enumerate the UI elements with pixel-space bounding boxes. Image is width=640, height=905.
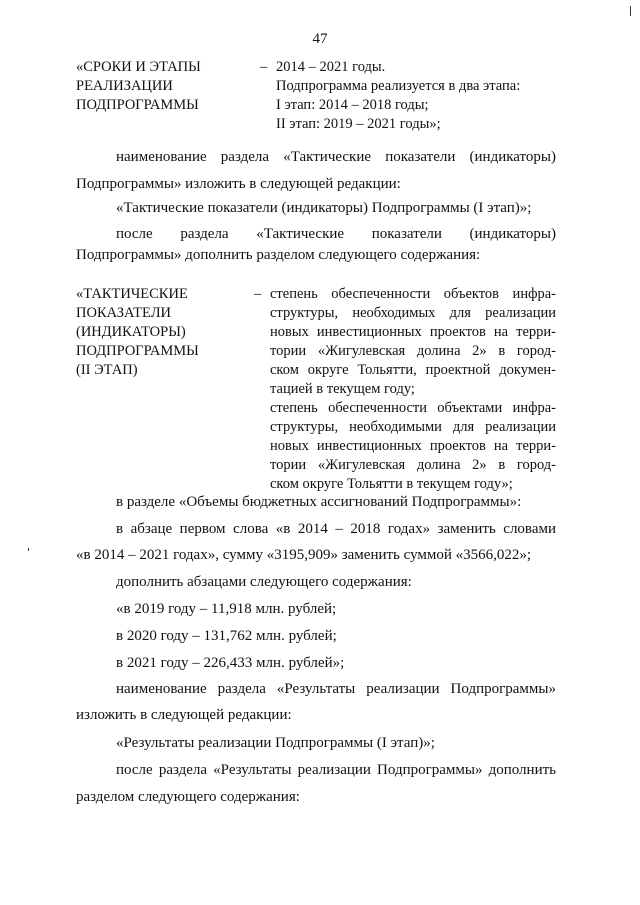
scan-edge-mark <box>630 6 631 16</box>
paragraph-line: изложить в следующей редакции: <box>76 707 292 723</box>
terms-stages-heading <box>76 58 246 115</box>
heading-line: РЕАЛИЗАЦИИ <box>76 78 173 94</box>
paragraph-line: в абзаце первом слова «в 2014 – 2018 годах» заменить словами <box>116 521 556 537</box>
terms-stages-content <box>276 58 556 134</box>
paragraph-line: Подпрограммы» изложить в следующей редакции: <box>76 176 401 192</box>
paragraph-add-results-section <box>76 761 556 807</box>
paragraph-line: «Результаты реализации Подпрограммы (I этап)»; <box>116 735 435 751</box>
heading-line: «ТАКТИЧЕСКИЕ <box>76 286 188 302</box>
heading-line: «СРОКИ И ЭТАПЫ <box>76 59 201 75</box>
content-line: II этап: 2019 – 2021 годы»; <box>276 116 441 132</box>
separator-dash: – <box>254 286 262 302</box>
indicators-content <box>270 285 556 494</box>
content-line: структуры, необходимых для реализации <box>270 305 556 321</box>
heading-line: ПОКАЗАТЕЛИ <box>76 305 172 321</box>
paragraph-line: «в 2014 – 2021 годах», сумму «3195,909» заменить суммой «3566,022»; <box>76 547 532 563</box>
content-line: степень обеспеченности объектов инфра- <box>270 286 556 302</box>
paragraph-line: в 2020 году – 131,762 млн. рублей; <box>116 628 337 644</box>
heading-line: (ИНДИКАТОРЫ) <box>76 324 186 340</box>
indicators-heading <box>76 285 246 380</box>
paragraph-line: после раздела «Тактические показатели (индикаторы) <box>116 226 556 242</box>
paragraph-line: в разделе «Объемы бюджетных ассигнований Подпрограммы»: <box>116 494 522 510</box>
separator-dash: – <box>260 59 268 75</box>
content-line: тории «Жигулевская долина 2» в город- <box>270 457 556 473</box>
heading-line: (II ЭТАП) <box>76 362 138 378</box>
paragraph-2021-amount <box>76 654 556 673</box>
indicators-stage2-block <box>76 285 556 497</box>
content-line: степень обеспеченности объектами инфра- <box>270 400 556 416</box>
content-line: новых инвестиционных проектов на терри- <box>270 324 556 340</box>
paragraph-2020-amount <box>76 627 556 646</box>
heading-line: ПОДПРОГРАММЫ <box>76 343 199 359</box>
content-line: 2014 – 2021 годы. <box>276 59 386 75</box>
content-line: новых инвестиционных проектов на терри- <box>270 438 556 454</box>
paragraph-rename-results <box>76 680 556 725</box>
content-line: ском округе Тольятти в текущем году»; <box>270 476 513 492</box>
heading-line: ПОДПРОГРАММЫ <box>76 97 199 113</box>
paragraph-line: в 2021 году – 226,433 млн. рублей»; <box>116 655 345 671</box>
paragraph-line: после раздела «Результаты реализации Подпрограммы» дополнить <box>116 762 556 778</box>
paragraph-line: дополнить абзацами следующего содержания: <box>116 574 412 590</box>
scan-edge-mark <box>28 548 29 551</box>
paragraph-add-section <box>76 225 556 265</box>
paragraph-replace-amounts <box>76 520 556 565</box>
paragraph-line: «Тактические показатели (индикаторы) Подпрограммы (I этап)»; <box>116 200 532 216</box>
paragraph-add-abstracts <box>76 573 556 592</box>
paragraph-rename-indicators <box>76 148 556 194</box>
content-line: структуры, необходимыми для реализации <box>270 419 556 435</box>
paragraph-indicators-title <box>76 199 556 218</box>
content-line: тацией в текущем году; <box>270 381 415 397</box>
content-line: тории «Жигулевская долина 2» в город- <box>270 343 556 359</box>
content-line: ском округе Тольятти, проектной докумен- <box>270 362 556 378</box>
paragraph-line: наименование раздела «Результаты реализации Подпрограммы» <box>116 681 556 697</box>
paragraph-results-title <box>76 734 556 753</box>
content-line: I этап: 2014 – 2018 годы; <box>276 97 429 113</box>
paragraph-line: наименование раздела «Тактические показатели (индикаторы) <box>116 149 556 165</box>
paragraph-line: Подпрограммы» дополнить разделом следующего содержания: <box>76 247 481 263</box>
paragraph-2019-amount <box>76 600 556 619</box>
terms-stages-block <box>76 58 556 138</box>
paragraph-line: разделом следующего содержания: <box>76 789 300 805</box>
paragraph-budget-section <box>76 493 556 512</box>
paragraph-line: «в 2019 году – 11,918 млн. рублей; <box>116 601 337 617</box>
content-line: Подпрограмма реализуется в два этапа: <box>276 78 521 94</box>
page-number: 47 <box>312 31 328 47</box>
